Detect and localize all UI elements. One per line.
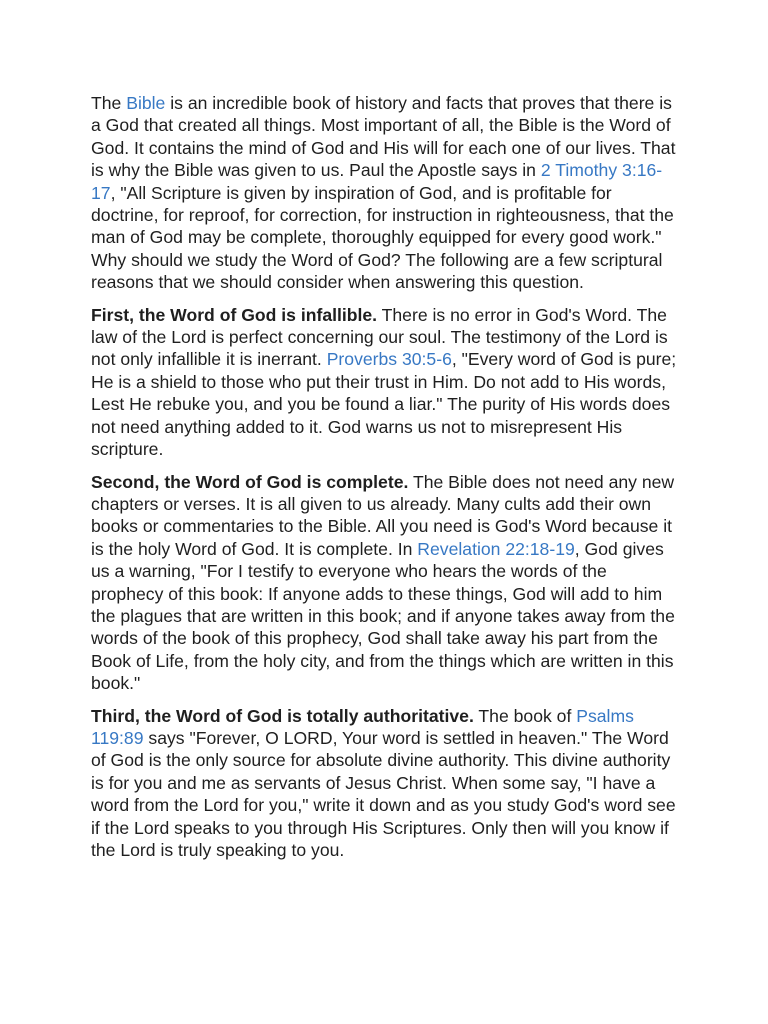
link-2-timothy[interactable]: 2 Timothy 3:16-17: [91, 160, 663, 203]
heading-infallible: First, the Word of God is infallible.: [91, 304, 378, 325]
link-proverbs[interactable]: Proverbs 30:5-6: [326, 349, 452, 370]
heading-authoritative: Third, the Word of God is totally authoritative.: [91, 705, 474, 726]
heading-complete: Second, the Word of God is complete.: [91, 471, 409, 492]
text-segment: There is no error in God's Word. The law of the Lord is perfect concerning our soul. The testimony of the Lord is not only infallible it is inerrant.: [91, 304, 668, 370]
text-segment: , "All Scripture is given by inspiration of God, and is profitable for doctrine, for reproof, for correction, for instruction in righteousness, that the man of God may be complete, thoroughly equipped for every good work." Why should we study the Word of God? The following are a few scriptural reasons that we should consider when answering this question.: [91, 182, 674, 293]
paragraph-authoritative: [91, 705, 679, 862]
text-segment: , God gives us a warning, "For I testify to everyone who hears the words of the prophecy of this book: If anyone adds to these things, God will add to him the plagues that are written in this book; and if anyone takes away from the words of the book of this prophecy, God shall take away his part from the Book of Life, from the holy city, and from the things which are written in this book.": [91, 538, 675, 694]
text-segment: is an incredible book of history and facts that proves that there is a God that created all things. Most important of all, the Bible is the Word of God. It contains the mind of God and His will for each one of our lives. That is why the Bible was given to us. Paul the Apostle says in: [91, 93, 676, 181]
document-body: [91, 92, 679, 871]
text-segment: , "Every word of God is pure; He is a shield to those who put their trust in Him. Do not add to His words, Lest He rebuke you, and you be found a liar." The purity of His words does not need anything added to it. God warns us not to misrepresent His scripture.: [91, 349, 677, 460]
link-psalms[interactable]: Psalms 119:89: [91, 705, 634, 748]
text-segment: The book of: [473, 705, 577, 726]
paragraph-infallible: [91, 304, 679, 461]
link-bible[interactable]: Bible: [126, 93, 166, 113]
text-segment: The Bible does not need any new chapters or verses. It is all given to us already. Many cults add their own books or commentaries to the Bible. All you need is God's Word because it is the holy Word of God. It is complete. In: [91, 471, 675, 559]
text-segment: says "Forever, O LORD, Your word is settled in heaven." The Word of God is the only source for absolute divine authority. This divine authority is for you and me as servants of Jesus Christ. When some say, "I have a word from the Lord for you," write it down and as you study God's word see if the Lord speaks to you through His Scriptures. Only then will you know if the Lord is truly speaking to you.: [91, 727, 676, 860]
text-segment: The: [91, 93, 127, 113]
link-revelation[interactable]: Revelation 22:18-19: [417, 538, 575, 559]
paragraph-intro: [91, 92, 679, 294]
paragraph-complete: [91, 471, 679, 695]
